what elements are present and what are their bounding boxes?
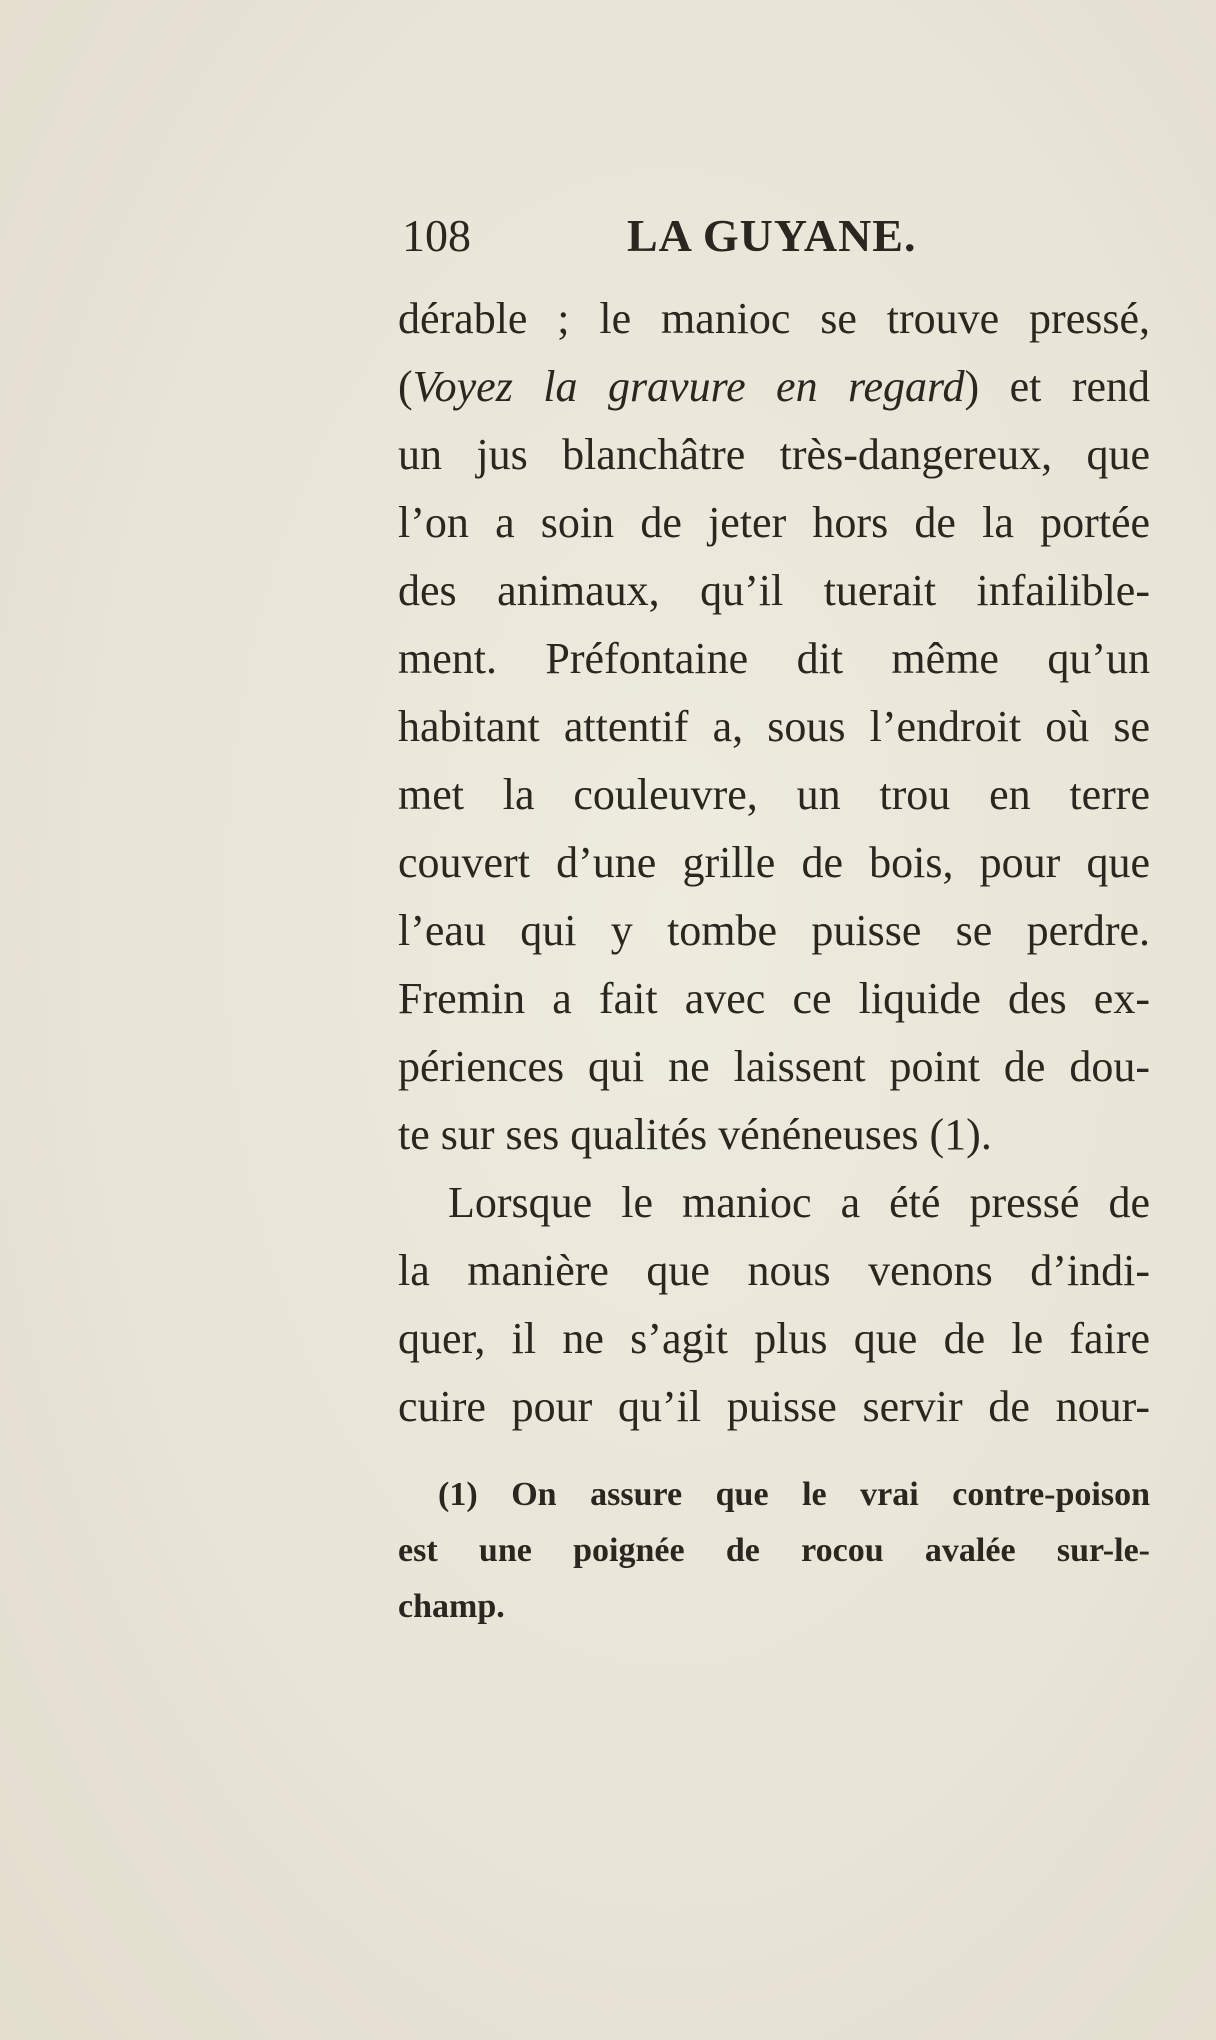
footnote-line: champ. [398,1588,505,1625]
paren-open: ( [398,362,413,411]
footnote-line: est une poignée de rocou avalée sur-le- [398,1532,1150,1569]
line-continuation: ) et rend [964,362,1150,411]
footnote-line: (1) On assure que le vrai contre-poison [438,1476,1150,1513]
text-line: couvert d’une grille de bois, pour que [398,838,1150,887]
page-number: 108 [402,210,471,261]
running-title: LA GUYANE. [627,210,917,261]
text-line: met la couleuvre, un trou en terre [398,770,1150,819]
footnote [398,1467,1150,1635]
text-line: Fremin a fait avec ce liquide des ex- [398,974,1150,1023]
text-line: cuire pour qu’il puisse servir de nour- [398,1382,1150,1431]
text-line: l’eau qui y tombe puisse se perdre. [398,906,1150,955]
text-line-paragraph-start: Lorsque le manioc a été pressé de [448,1178,1150,1227]
text-line: des animaux, qu’il tuerait infailible- [398,566,1150,615]
text-line-figure-reference [398,353,1150,421]
text-line: te sur ses qualités vénéneuses (1). [398,1110,992,1159]
text-line: un jus blanchâtre très-dangereux, que [398,430,1150,479]
body-text [398,285,1150,1441]
text-line: dérable ; le manioc se trouve pressé, [398,294,1150,343]
text-line: l’on a soin de jeter hors de la portée [398,498,1150,547]
text-line: habitant attentif a, sous l’endroit où se [398,702,1150,751]
text-line: ment. Préfontaine dit même qu’un [398,634,1150,683]
text-line: la manière que nous venons d’indi- [398,1246,1150,1295]
figure-reference: Voyez la gravure en regard [412,362,965,411]
text-line: périences qui ne laissent point de dou- [398,1042,1150,1091]
text-line: quer, il ne s’agit plus que de le faire [398,1314,1150,1363]
page-header [402,206,962,266]
